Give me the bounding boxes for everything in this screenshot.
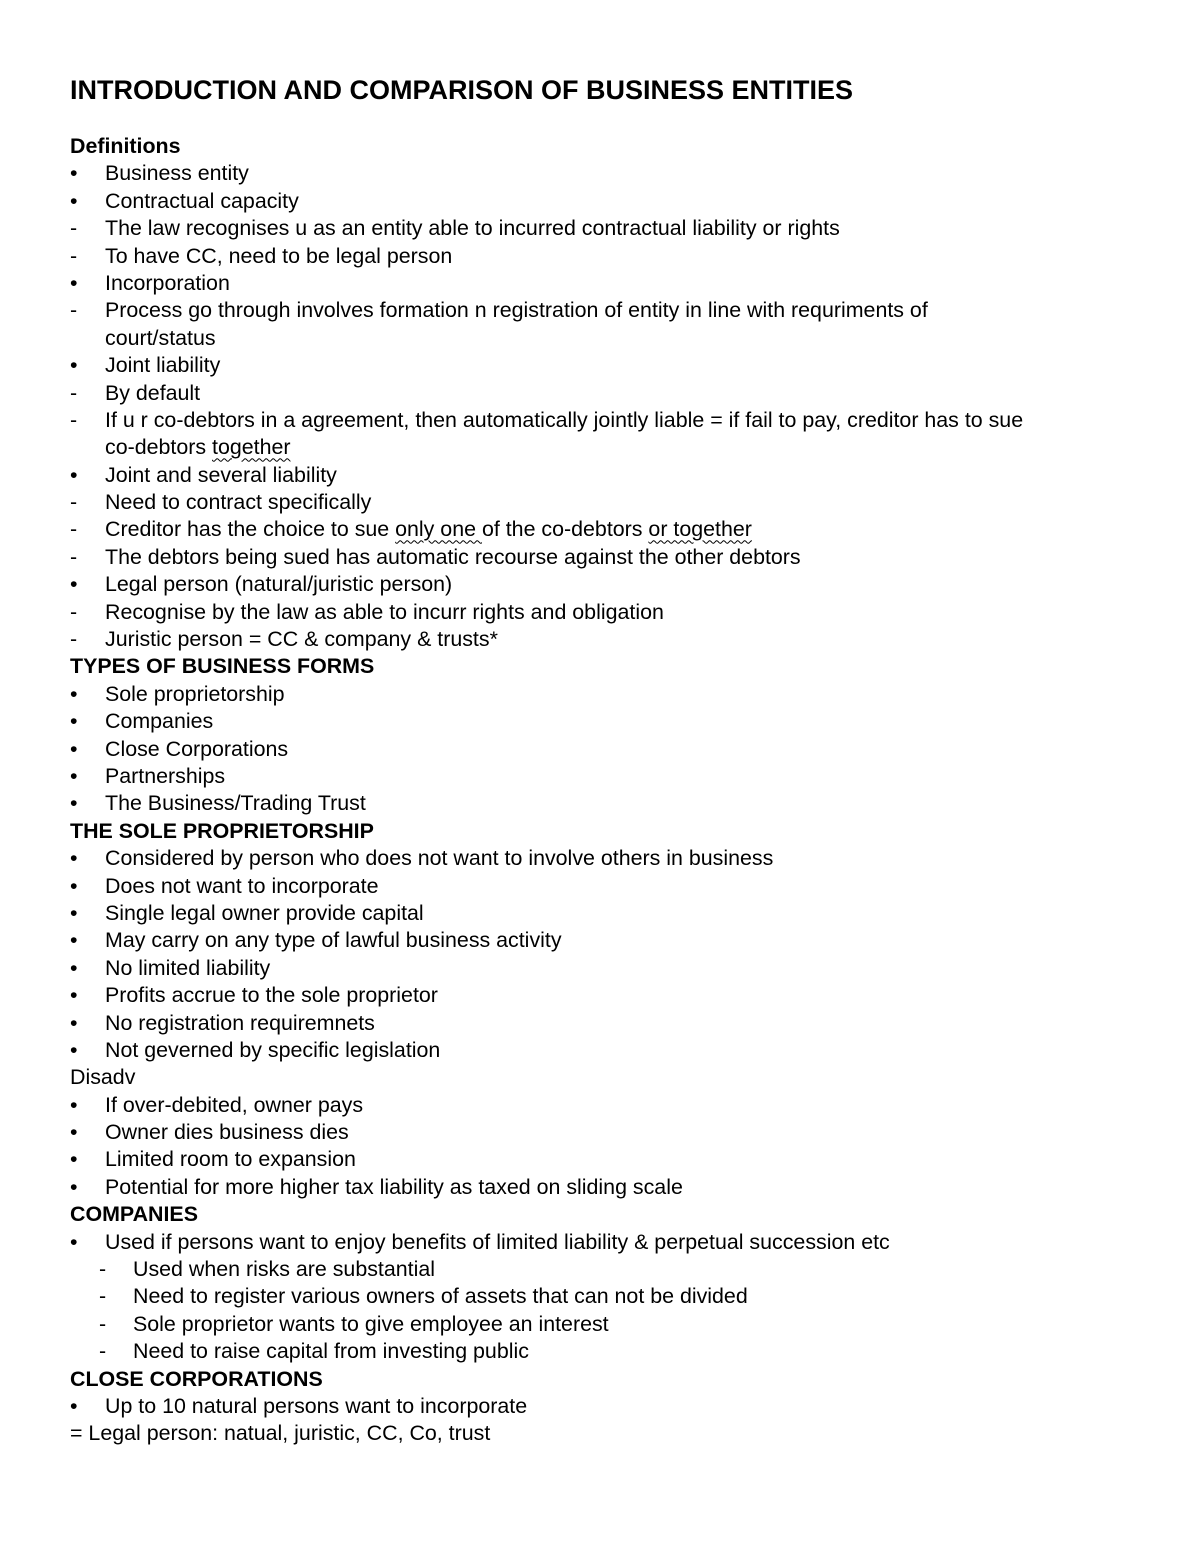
underlined-text: only one bbox=[395, 517, 482, 542]
line-text: Sole proprietor wants to give employee an interest bbox=[133, 1311, 609, 1336]
list-item bbox=[70, 599, 1150, 626]
line-text: No registration requiremnets bbox=[105, 1010, 375, 1035]
bullet-marker: • bbox=[70, 1120, 78, 1145]
line-text: Definitions bbox=[70, 134, 181, 158]
line-text: May carry on any type of lawful business activity bbox=[105, 928, 562, 953]
bullet-marker: • bbox=[70, 900, 78, 925]
list-item bbox=[70, 790, 1150, 817]
dash-marker: - bbox=[70, 490, 78, 515]
text-run: Creditor has the choice to sue bbox=[105, 517, 396, 542]
section-heading bbox=[70, 653, 1150, 680]
list-item bbox=[70, 1283, 1150, 1310]
list-item bbox=[70, 1420, 1150, 1447]
list-item bbox=[70, 1338, 1150, 1365]
list-item bbox=[70, 1174, 1150, 1201]
line-text: Does not want to incorporate bbox=[105, 873, 379, 898]
text-run: co-debtors bbox=[105, 435, 213, 460]
text-run: of the co-debtors bbox=[481, 517, 649, 542]
line-text: To have CC, need to be legal person bbox=[105, 243, 453, 268]
bullet-marker: • bbox=[70, 736, 78, 761]
list-item bbox=[70, 380, 1150, 407]
bullet-marker: • bbox=[70, 353, 78, 378]
bullet-marker: • bbox=[70, 1147, 78, 1172]
line-text: If over-debited, owner pays bbox=[105, 1092, 364, 1117]
list-item bbox=[70, 516, 1150, 543]
bullet-marker: • bbox=[70, 161, 78, 186]
list-item bbox=[70, 927, 1150, 954]
line-text: Profits accrue to the sole proprietor bbox=[105, 983, 438, 1008]
list-item bbox=[70, 845, 1150, 872]
list-item bbox=[70, 982, 1150, 1009]
list-item bbox=[70, 1010, 1150, 1037]
list-item bbox=[70, 626, 1150, 653]
list-item bbox=[70, 1146, 1150, 1173]
line-text: Need to contract specifically bbox=[105, 490, 372, 515]
list-item bbox=[70, 873, 1150, 900]
bullet-marker: • bbox=[70, 983, 78, 1008]
list-item bbox=[70, 489, 1150, 516]
dash-marker: - bbox=[70, 243, 78, 268]
list-item bbox=[70, 681, 1150, 708]
list-item bbox=[70, 708, 1150, 735]
line-text: Business entity bbox=[105, 161, 249, 186]
list-item bbox=[70, 1229, 1150, 1256]
list-item bbox=[70, 243, 1150, 270]
line-text: CLOSE CORPORATIONS bbox=[70, 1366, 323, 1391]
dash-marker: - bbox=[70, 627, 78, 652]
list-item bbox=[70, 434, 1150, 461]
dash-marker: - bbox=[70, 298, 78, 323]
dash-marker: - bbox=[99, 1257, 107, 1282]
line-text: COMPANIES bbox=[70, 1202, 198, 1227]
list-item bbox=[70, 736, 1150, 763]
dash-marker: - bbox=[70, 544, 78, 569]
bullet-marker: • bbox=[70, 846, 78, 871]
list-item bbox=[70, 160, 1150, 187]
list-item bbox=[70, 325, 1150, 352]
line-text: Incorporation bbox=[105, 270, 230, 295]
list-item bbox=[70, 352, 1150, 379]
line-text: Single legal owner provide capital bbox=[105, 900, 424, 925]
line-text: Limited room to expansion bbox=[105, 1147, 356, 1172]
bullet-marker: • bbox=[70, 1393, 78, 1418]
section-heading bbox=[70, 1366, 1150, 1393]
bullet-marker: • bbox=[70, 955, 78, 980]
line-text: Not geverned by specific legislation bbox=[105, 1037, 441, 1062]
line-text: Used when risks are substantial bbox=[133, 1257, 435, 1282]
section-heading bbox=[70, 818, 1150, 845]
line-text: Partnerships bbox=[105, 763, 226, 788]
list-item bbox=[70, 1311, 1150, 1338]
line-text: By default bbox=[105, 380, 201, 405]
list-item bbox=[70, 900, 1150, 927]
line-text bbox=[105, 434, 291, 461]
line-text: Potential for more higher tax liability as taxed on sliding scale bbox=[105, 1174, 683, 1199]
line-text: Need to raise capital from investing public bbox=[133, 1339, 529, 1364]
list-item bbox=[70, 1064, 1150, 1091]
line-text: Disadv bbox=[70, 1065, 136, 1090]
line-text: Legal person (natural/juristic person) bbox=[105, 572, 453, 597]
list-item bbox=[70, 955, 1150, 982]
list-item bbox=[70, 462, 1150, 489]
line-text: Joint and several liability bbox=[105, 462, 337, 487]
underlined-text: together bbox=[212, 435, 291, 460]
line-text: Used if persons want to enjoy benefits of limited liability & perpetual succession etc bbox=[105, 1229, 890, 1254]
section-heading bbox=[70, 133, 1150, 160]
line-text: Process go through involves formation n registration of entity in line with requriments of bbox=[105, 298, 928, 323]
bullet-marker: • bbox=[70, 873, 78, 898]
list-item bbox=[70, 297, 1150, 324]
line-text: The Business/Trading Trust bbox=[105, 791, 366, 816]
line-text: Need to register various owners of assets that can not be divided bbox=[133, 1284, 748, 1309]
line-text: Close Corporations bbox=[105, 736, 289, 761]
bullet-marker: • bbox=[70, 1174, 78, 1199]
line-text: Recognise by the law as able to incurr rights and obligation bbox=[105, 599, 664, 624]
dash-marker: - bbox=[99, 1311, 107, 1336]
line-text: Joint liability bbox=[105, 353, 221, 378]
underlined-text: or together bbox=[648, 517, 752, 542]
line-text: If u r co-debtors in a agreement, then automatically jointly liable = if fail to pay, creditor has to sue bbox=[105, 407, 1024, 432]
bullet-marker: • bbox=[70, 462, 78, 487]
dash-marker: - bbox=[70, 599, 78, 624]
line-text: Sole proprietorship bbox=[105, 681, 285, 706]
bullet-marker: • bbox=[70, 1092, 78, 1117]
list-item bbox=[70, 270, 1150, 297]
list-item bbox=[70, 1393, 1150, 1420]
line-text: No limited liability bbox=[105, 955, 271, 980]
bullet-marker: • bbox=[70, 1037, 78, 1062]
bullet-marker: • bbox=[70, 188, 78, 213]
line-text: THE SOLE PROPRIETORSHIP bbox=[70, 818, 374, 843]
dash-marker: - bbox=[70, 517, 78, 542]
line-text: TYPES OF BUSINESS FORMS bbox=[70, 654, 375, 679]
line-text: The debtors being sued has automatic recourse against the other debtors bbox=[105, 544, 801, 569]
line-text: = Legal person: natual, juristic, CC, Co, trust bbox=[70, 1421, 491, 1446]
bullet-marker: • bbox=[70, 763, 78, 788]
dash-marker: - bbox=[99, 1284, 107, 1309]
line-text: The law recognises u as an entity able to incurred contractual liability or rights bbox=[105, 216, 840, 241]
list-item bbox=[70, 407, 1150, 434]
list-item bbox=[70, 1092, 1150, 1119]
list-item bbox=[70, 763, 1150, 790]
list-item bbox=[70, 188, 1150, 215]
bullet-marker: • bbox=[70, 572, 78, 597]
line-text: court/status bbox=[105, 325, 216, 350]
bullet-marker: • bbox=[70, 1229, 78, 1254]
line-text: Contractual capacity bbox=[105, 188, 299, 213]
list-item bbox=[70, 215, 1150, 242]
dash-marker: - bbox=[70, 216, 78, 241]
list-item bbox=[70, 1037, 1150, 1064]
bullet-marker: • bbox=[70, 791, 78, 816]
line-text: Up to 10 natural persons want to incorporate bbox=[105, 1393, 528, 1418]
list-item bbox=[70, 1119, 1150, 1146]
bullet-marker: • bbox=[70, 270, 78, 295]
dash-marker: - bbox=[70, 407, 78, 432]
section-heading bbox=[70, 1201, 1150, 1228]
dash-marker: - bbox=[70, 380, 78, 405]
line-text: Companies bbox=[105, 709, 214, 734]
bullet-marker: • bbox=[70, 928, 78, 953]
line-text: Juristic person = CC & company & trusts* bbox=[105, 627, 498, 652]
line-text bbox=[105, 516, 752, 543]
bullet-marker: • bbox=[70, 1010, 78, 1035]
list-item bbox=[70, 1256, 1150, 1283]
line-text: Owner dies business dies bbox=[105, 1120, 349, 1145]
list-item bbox=[70, 544, 1150, 571]
document-title: INTRODUCTION AND COMPARISON OF BUSINESS ENTITIES bbox=[70, 75, 854, 105]
bullet-marker: • bbox=[70, 709, 78, 734]
line-text: Considered by person who does not want to involve others in business bbox=[105, 846, 774, 871]
document-body bbox=[70, 133, 1150, 1448]
bullet-marker: • bbox=[70, 681, 78, 706]
list-item bbox=[70, 571, 1150, 598]
dash-marker: - bbox=[99, 1339, 107, 1364]
